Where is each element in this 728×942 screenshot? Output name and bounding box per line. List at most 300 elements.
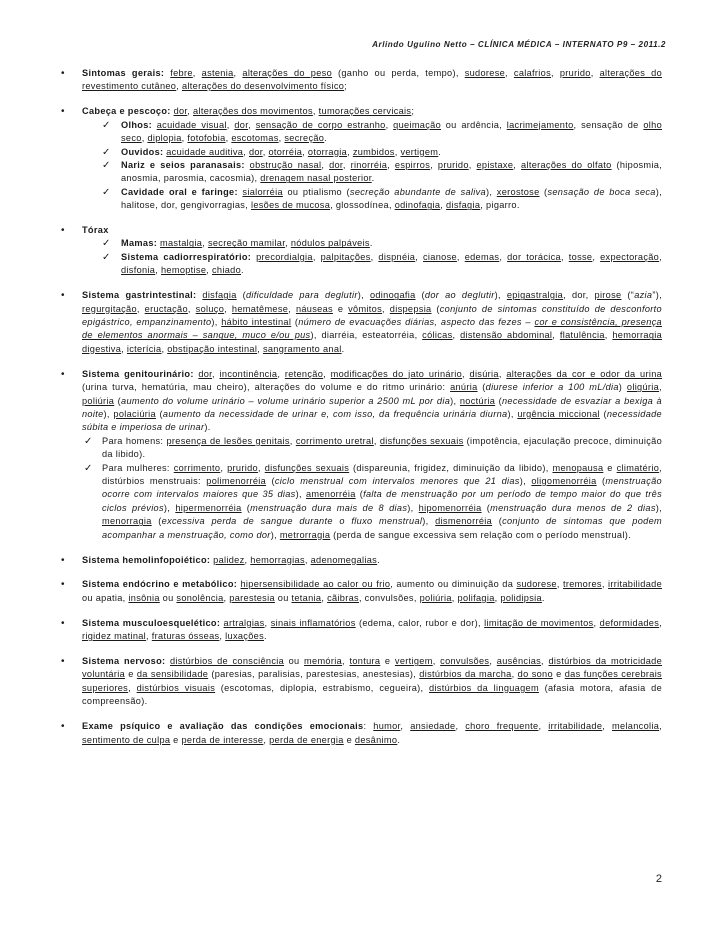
underlined-term: dismenorréia: [435, 516, 493, 527]
text-run: ,: [541, 656, 549, 667]
underlined-term: alterações dos movimentos: [193, 106, 313, 117]
text-run: ,: [155, 265, 161, 276]
text-run: ;: [344, 81, 348, 92]
text-run: ,: [262, 146, 269, 157]
underlined-term: dor torácica: [507, 251, 561, 262]
text-run: ,: [278, 133, 285, 144]
italic-note: aumento do volume urinário – volume urinário superior a 2500 mL por dia: [121, 395, 451, 406]
text-run: ,: [233, 68, 243, 78]
subsection-item: [82, 435, 662, 462]
document-body: [61, 67, 663, 758]
text-run: ),: [211, 317, 222, 327]
text-run: ,: [552, 330, 560, 341]
text-run: ).: [204, 422, 211, 433]
text-run: (“: [621, 290, 635, 301]
section-paragraph: [82, 289, 662, 356]
text-run: (: [155, 408, 163, 419]
underlined-term: modificações do jato urinário: [330, 368, 463, 379]
section-item: [61, 224, 662, 278]
section-item: [61, 368, 663, 542]
underlined-term: anúria: [450, 382, 478, 393]
underlined-term: presença de lesões genitais: [166, 435, 290, 446]
bullet-icon: •: [61, 579, 65, 591]
underlined-term: dor: [173, 106, 188, 117]
section-item: [61, 105, 663, 212]
underlined-term: distúrbios da linguagem: [429, 682, 539, 693]
italic-note: sensação de boca seca: [547, 186, 656, 197]
underlined-term: menorragia: [102, 516, 152, 527]
text-run: .: [341, 343, 345, 354]
subsection-item: [82, 251, 662, 278]
text-run: ,: [244, 554, 251, 565]
underlined-term: hemorragias: [250, 554, 305, 565]
text-run: (: [291, 317, 299, 327]
text-run: ,: [323, 368, 331, 379]
text-run: ,: [556, 579, 563, 590]
subsection-title: Olhos:: [121, 119, 153, 130]
text-run: ,: [659, 251, 662, 262]
underlined-term: artralgias: [223, 617, 265, 628]
text-run: ,: [220, 462, 228, 473]
underlined-term: das funções cerebrais superiores: [82, 669, 662, 693]
text-run: (urina turva, hematúria, mau cheiro), alterações do volume e do ritmo urinário:: [82, 382, 451, 393]
section-title: Sistema endócrino e metabólico:: [82, 579, 238, 590]
text-run: ,: [257, 343, 263, 354]
underlined-term: soluço: [195, 303, 225, 314]
text-run: ,: [659, 721, 663, 732]
italic-note: dor ao deglutir: [424, 290, 495, 301]
italic-note: menstruação dura mais de 8 dias: [250, 502, 408, 513]
text-run: (: [481, 502, 491, 513]
underlined-term: polifagia: [457, 592, 495, 603]
section-paragraph: [82, 67, 662, 94]
text-run: ,: [312, 251, 321, 262]
text-run: ,: [604, 330, 613, 341]
underlined-term: polaciúria: [113, 408, 156, 419]
text-run: ,: [321, 159, 330, 170]
text-run: ,: [370, 251, 379, 262]
text-run: ,: [387, 159, 395, 170]
section-item: [61, 67, 662, 94]
text-run: (perda de sangue excessiva sem relação com o período menstrual).: [330, 529, 631, 540]
text-run: ,: [538, 721, 549, 732]
text-run: ,: [432, 656, 441, 667]
text-run: (: [114, 395, 122, 406]
section-paragraph: [82, 655, 662, 709]
italic-note: conjunto de sintomas constituído de desconforto epigástrico, empanzinamento: [82, 303, 662, 327]
checkmark-icon: ✓: [102, 159, 111, 171]
text-run: , convulsões,: [358, 592, 420, 603]
underlined-term: distensão abdominal: [460, 330, 553, 341]
underlined-term: polidipsia: [500, 592, 542, 603]
underlined-term: deformidades: [599, 617, 660, 628]
bullet-icon: •: [61, 68, 65, 79]
text-run: ),: [450, 395, 460, 406]
underlined-term: humor: [373, 721, 401, 732]
text-run: ,: [462, 368, 470, 379]
underlined-term: hemorragia digestiva: [82, 330, 663, 354]
text-run: ): [618, 382, 627, 393]
underlined-term: tremores: [563, 579, 602, 590]
underlined-term: vertigem: [400, 146, 439, 157]
italic-note: necessidade súbita e imperiosa de urinar: [82, 408, 662, 433]
text-run: ,: [226, 119, 235, 130]
underlined-term: regurgitação: [82, 303, 137, 314]
text-run: ,: [455, 721, 466, 732]
section-title: Sistema hemolinfopoiético:: [82, 554, 211, 565]
underlined-term: do sono: [517, 669, 553, 680]
bullet-icon: •: [61, 721, 65, 733]
section-item: [61, 655, 663, 709]
underlined-term: adenomegalias: [310, 554, 378, 565]
underlined-term: cólicas: [422, 330, 453, 341]
underlined-term: disúria: [469, 368, 499, 379]
subsection-item: [82, 159, 662, 186]
underlined-term: acuidade visual: [156, 119, 227, 130]
italic-note: menstruação dura menos de 2 dias: [490, 502, 656, 513]
underlined-term: mastalgia: [160, 238, 203, 249]
underlined-term: dor: [198, 368, 213, 379]
underlined-italic-note: cor e consistência, presença de elementos anormais – sangue, muco e/ou pus: [82, 317, 662, 341]
text-run: ,: [161, 343, 168, 354]
italic-note: azia: [634, 290, 653, 301]
subsection-item: [82, 119, 662, 146]
italic-note: falta de menstruação por um período de tempo maior do que três ciclos prévios: [102, 489, 662, 513]
text-run: ),: [519, 475, 532, 486]
underlined-term: flatulência: [559, 330, 605, 341]
underlined-term: astenia: [201, 68, 234, 78]
text-run: e: [603, 462, 617, 473]
text-run: ,: [181, 133, 188, 144]
underlined-term: incontinência: [219, 368, 278, 379]
text-run: ou ptialismo (: [282, 186, 350, 197]
section-item: [61, 720, 663, 747]
underlined-term: ausências: [496, 656, 542, 667]
underlined-term: irritabilidade: [607, 579, 662, 590]
underlined-term: amenorréia: [305, 489, 356, 500]
text-run: Para homens:: [102, 435, 167, 446]
underlined-term: desânimo: [354, 734, 398, 745]
underlined-term: polimenorréia: [206, 475, 267, 486]
text-run: ,: [206, 265, 213, 276]
text-run: ,: [394, 146, 401, 157]
underlined-term: odinogafia: [369, 290, 416, 301]
underlined-term: queimação: [393, 119, 441, 130]
text-run: ,: [468, 159, 477, 170]
text-run: ,: [263, 734, 270, 745]
text-run: ,: [400, 721, 411, 732]
text-run: (: [151, 516, 162, 527]
text-run: :: [363, 721, 374, 732]
underlined-term: disfonia: [121, 265, 156, 276]
text-run: (: [266, 475, 275, 486]
underlined-term: distúrbios da motricidade voluntária: [82, 656, 663, 680]
underlined-term: choro frequente: [465, 721, 539, 732]
text-run: e: [380, 656, 395, 667]
text-run: , dor,: [563, 290, 595, 301]
underlined-term: obstipação intestinal: [167, 343, 258, 354]
underlined-term: drenagem nasal posterior: [260, 173, 372, 184]
text-run: ,: [224, 303, 232, 314]
underlined-term: sudorese: [516, 579, 557, 590]
underlined-term: odinofagia: [394, 200, 441, 211]
text-run: ,: [489, 656, 497, 667]
section-item: [61, 289, 663, 356]
underlined-term: tosse: [568, 251, 593, 262]
text-run: .: [264, 631, 267, 642]
text-run: (: [355, 489, 364, 500]
text-run: ,: [551, 68, 560, 78]
underlined-term: eructação: [144, 303, 188, 314]
text-run: (escotomas, diplopia, estrabismo, cegueira),: [215, 682, 430, 693]
text-run: ,: [560, 251, 569, 262]
text-run: , glossodínea,: [330, 200, 395, 211]
text-run: (: [477, 382, 486, 393]
underlined-term: secreção mamilar: [207, 238, 286, 249]
section-title: Exame psíquico e avaliação das condições emocionais: [82, 721, 364, 732]
underlined-term: luxações: [225, 631, 264, 642]
underlined-term: alterações do olfato: [521, 159, 612, 170]
checkmark-icon: ✓: [102, 251, 111, 263]
underlined-term: vertigem: [394, 656, 433, 667]
underlined-term: sinais inflamatórios: [270, 617, 356, 628]
italic-note: menstruação ocorre com intervalos maiores que 35 dias: [102, 475, 662, 500]
text-run: ,: [385, 119, 394, 130]
underlined-term: pirose: [594, 290, 622, 301]
underlined-term: nódulos palpáveis: [290, 238, 370, 249]
underlined-term: alterações da cor e odor da urina: [506, 368, 663, 379]
text-run: ,: [264, 617, 271, 628]
text-run: ,: [347, 146, 353, 157]
text-run: ,: [277, 368, 285, 379]
underlined-term: tontura: [349, 656, 381, 667]
underlined-term: escotomas: [231, 133, 279, 144]
subsection-title: Sistema cadiorrespiratório:: [121, 251, 252, 262]
text-run: , sensação de: [573, 119, 644, 130]
underlined-term: rinorréia: [350, 159, 388, 170]
text-run: e: [343, 734, 355, 745]
text-run: ,: [285, 238, 291, 249]
text-run: ,: [505, 68, 514, 78]
text-run: (afasia motora, afasia de compreensão).: [82, 682, 662, 707]
checkmark-icon: ✓: [102, 119, 111, 131]
text-run: ,: [176, 81, 182, 92]
underlined-term: calafrios: [513, 68, 551, 78]
text-run: .: [541, 592, 545, 603]
underlined-term: sonolência: [176, 592, 224, 603]
bullet-icon: •: [61, 106, 65, 118]
text-run: ou ardência,: [441, 119, 507, 130]
underlined-term: tumorações cervicais: [318, 106, 412, 117]
underlined-term: prurido: [559, 68, 591, 78]
text-run: ,: [312, 106, 319, 117]
text-run: ,: [659, 617, 663, 628]
text-run: (: [236, 290, 246, 301]
checkmark-icon: ✓: [84, 462, 93, 474]
underlined-term: menopausa: [552, 462, 604, 473]
underlined-term: epistaxe: [476, 159, 514, 170]
text-run: .: [324, 133, 328, 144]
underlined-term: hipersensibilidade ao calor ou frio: [240, 579, 391, 590]
text-run: ,: [187, 303, 196, 314]
underlined-term: edemas: [464, 251, 500, 262]
underlined-term: alterações do peso: [242, 68, 333, 78]
underlined-term: sangramento anal: [262, 343, 342, 354]
text-run: ,: [121, 343, 127, 354]
bullet-icon: •: [61, 290, 65, 302]
underlined-term: precordialgia: [256, 251, 313, 262]
text-run: ,: [146, 631, 152, 642]
underlined-term: poliúria: [82, 395, 115, 406]
underlined-term: distúrbios visuais: [136, 682, 216, 693]
section-title: Sistema genitourinário:: [82, 368, 194, 379]
text-run: ,: [592, 251, 601, 262]
text-run: , aumento ou diminuição da: [390, 579, 517, 590]
underlined-term: otorréia: [268, 146, 303, 157]
text-run: ,: [373, 435, 380, 446]
section-paragraph: [82, 554, 662, 567]
checkmark-icon: ✓: [102, 238, 111, 250]
underlined-term: vômitos: [348, 303, 383, 314]
underlined-term: da sensibilidade: [136, 669, 209, 680]
text-run: ),: [295, 489, 306, 500]
subsection-item: [82, 186, 662, 213]
text-run: ,: [202, 238, 208, 249]
section-item: [61, 554, 662, 567]
checkmark-icon: ✓: [102, 146, 111, 158]
subsection-title: Mamas:: [121, 238, 158, 249]
underlined-term: diplopia: [147, 133, 182, 144]
underlined-term: sialorréia: [242, 186, 283, 197]
underlined-term: chiado: [212, 265, 242, 276]
underlined-term: palidez: [213, 554, 245, 565]
underlined-term: prurido: [227, 462, 258, 473]
text-run: (edema, calor, rubor e dor),: [355, 617, 485, 628]
text-run: , pigarro.: [480, 200, 520, 211]
text-run: (: [599, 408, 607, 419]
text-run: ),: [494, 290, 507, 301]
page-header: Arlindo Ugulino Netto – CLÍNICA MÉDICA – INTERNATO P9 – 2011.2: [372, 40, 666, 49]
underlined-term: olho seco: [121, 119, 662, 144]
underlined-term: irritabilidade: [548, 721, 603, 732]
section-paragraph: [82, 224, 662, 237]
text-run: (dispareunia, frigidez, diminuição da libido),: [349, 462, 553, 473]
bullet-icon: •: [61, 225, 65, 237]
underlined-term: cãibras: [327, 592, 359, 603]
text-run: ,: [430, 159, 438, 170]
text-run: ,: [225, 133, 232, 144]
text-run: ,: [128, 682, 137, 693]
text-run: ,: [257, 462, 265, 473]
underlined-term: sudorese: [464, 68, 506, 78]
underlined-term: dor: [248, 146, 263, 157]
text-run: ,: [659, 382, 662, 393]
italic-note: número de evacuações diárias, aspecto das fezes –: [298, 317, 535, 327]
subsection-item: [82, 146, 662, 159]
underlined-term: expectoração: [600, 251, 660, 262]
text-run: ), diarréia, esteatorréia,: [310, 330, 423, 341]
text-run: ,: [248, 119, 256, 130]
subsection-title: Nariz e seios paranasais:: [121, 159, 245, 170]
bullet-icon: •: [61, 554, 65, 566]
checkmark-icon: ✓: [84, 435, 93, 447]
text-run: ),: [507, 408, 518, 419]
underlined-term: perda de energia: [269, 734, 344, 745]
underlined-term: rigidez matinal: [82, 631, 147, 642]
underlined-term: limitação de movimentos: [484, 617, 594, 628]
text-run: .: [397, 734, 401, 745]
underlined-term: retenção: [284, 368, 324, 379]
text-run: (: [415, 290, 425, 301]
section-title: Cabeça e pescoço:: [82, 106, 171, 117]
section-item: [61, 617, 663, 644]
underlined-term: distúrbios da marcha: [419, 669, 512, 680]
underlined-term: palpitações: [320, 251, 371, 262]
underlined-term: zumbidos: [352, 146, 395, 157]
bullet-icon: •: [61, 368, 65, 380]
checkmark-icon: ✓: [102, 186, 111, 198]
underlined-term: poliúria: [419, 592, 452, 603]
underlined-term: dispnéia: [378, 251, 416, 262]
text-run: , distúrbios menstruais:: [102, 462, 663, 486]
section-title: Sistema nervoso:: [82, 656, 166, 667]
text-run: ,: [513, 159, 522, 170]
subsection-title: Ouvidos:: [121, 146, 164, 157]
underlined-term: disfunções sexuais: [264, 462, 350, 473]
text-run: ),: [270, 529, 280, 540]
section-title: Tórax: [82, 225, 109, 236]
text-run: (impotência, ejaculação precoce, diminuição da libido).: [102, 435, 662, 460]
text-run: ,: [590, 68, 600, 78]
underlined-term: noctúria: [459, 395, 496, 406]
italic-note: necessidade de esvaziar a bexiga à noite: [82, 395, 662, 419]
text-run: ”),: [652, 290, 662, 301]
underlined-term: melancolia: [612, 721, 660, 732]
text-run: ),: [163, 502, 176, 513]
underlined-term: prurido: [437, 159, 469, 170]
text-run: (paresias, paralisias, parestesias, anestesias),: [208, 669, 420, 680]
text-run: ou apatia,: [82, 592, 129, 603]
underlined-term: icterícia: [126, 343, 162, 354]
section-paragraph: [82, 578, 662, 605]
text-run: ,: [440, 200, 447, 211]
bullet-icon: •: [61, 617, 65, 629]
text-run: ,: [141, 133, 148, 144]
underlined-term: memória: [304, 656, 343, 667]
text-run: (ganho ou perda, tempo),: [332, 68, 465, 78]
underlined-term: ansiedade: [410, 721, 456, 732]
underlined-term: insônia: [128, 592, 160, 603]
text-run: ,: [187, 106, 194, 117]
underlined-term: dispepsia: [389, 303, 432, 314]
underlined-term: sensação de corpo estranho: [255, 119, 386, 130]
text-run: (: [539, 186, 548, 197]
text-run: ), halitose, dor, gengivorragias,: [121, 186, 662, 211]
underlined-term: urgência miccional: [517, 408, 600, 419]
text-run: (: [596, 475, 606, 486]
text-run: ,: [289, 435, 296, 446]
text-run: ou: [274, 592, 292, 603]
text-run: ,: [243, 146, 249, 157]
text-run: ,: [499, 251, 508, 262]
bullet-icon: •: [61, 656, 65, 668]
underlined-term: xerostose: [496, 186, 540, 197]
underlined-term: hipomenorréia: [418, 502, 482, 513]
text-run: ,: [494, 592, 501, 603]
text-run: ),: [422, 516, 436, 527]
underlined-term: fotofobia: [187, 133, 226, 144]
text-run: ,: [382, 303, 390, 314]
